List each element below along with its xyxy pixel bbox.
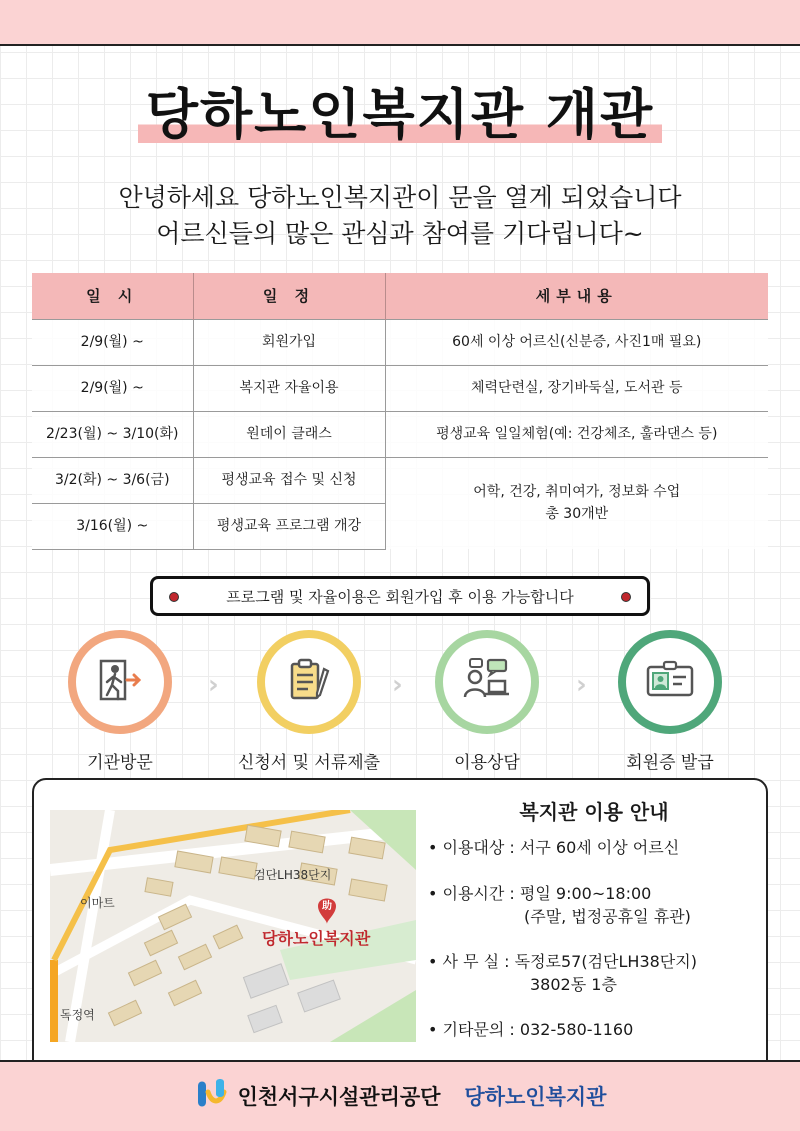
merged-detail-line-1: 어학, 건강, 취미여가, 정보화 수업: [473, 484, 681, 501]
info-target: [428, 836, 679, 859]
step-label: 기관방문: [87, 753, 153, 773]
subtitle-line-1: 안녕하세요 당하노인복지관이 문을 열게 되었습니다: [118, 183, 682, 212]
organization-logo-icon: [194, 1078, 228, 1114]
cell-detail: 체력단련실, 장기바둑실, 도서관 등: [385, 365, 768, 411]
info-title: 복지관 이용 안내: [519, 800, 669, 824]
subtitle: [0, 180, 800, 252]
bullet-dot-icon: [621, 592, 631, 602]
footer-center-name: 당하노인복지관: [464, 1085, 607, 1109]
step-circle: [435, 630, 539, 734]
table-row: [32, 411, 768, 457]
enter-door-icon: [95, 655, 145, 709]
info-hours: [428, 882, 691, 928]
schedule-table: [32, 273, 768, 550]
cell-detail: 60세 이상 어르신(신분증, 사진1매 필요): [385, 319, 768, 365]
table-header-row: [32, 273, 768, 319]
info-box: [32, 778, 768, 1068]
info-office-room: 3802동 1층: [530, 975, 617, 994]
map-pin-glyph: 助: [322, 901, 332, 912]
chevron-right-icon: ›: [576, 670, 587, 700]
info-contact: [428, 1018, 633, 1041]
cell-item: 평생교육 프로그램 개강: [193, 503, 385, 549]
subtitle-line-2: 어르신들의 많은 관심과 참여를 기다립니다~: [156, 219, 644, 248]
cell-date: 3/16(월) ~: [32, 503, 193, 549]
step-label: 회원증 발급: [626, 753, 714, 773]
cell-item: 원데이 클래스: [193, 411, 385, 457]
header-date: 일 시: [32, 273, 193, 319]
cell-item: 회원가입: [193, 319, 385, 365]
header-schedule: 일 정: [193, 273, 385, 319]
location-map: [50, 810, 416, 1042]
cell-item: 평생교육 접수 및 신청: [193, 457, 385, 503]
info-office-text: • 사 무 실 : 독정로57(검단LH38단지): [428, 952, 697, 971]
bullet-dot-icon: [169, 592, 179, 602]
step-circle: [257, 630, 361, 734]
clipboard-pen-icon: [284, 655, 334, 709]
cell-detail-merged: [385, 457, 768, 549]
map-label-mart: 이마트: [80, 896, 115, 910]
chevron-right-icon: ›: [392, 670, 403, 700]
merged-detail-line-2: 총 30개반: [545, 506, 609, 523]
step-label: 신청서 및 서류제출: [237, 753, 381, 773]
step-circle: [618, 630, 722, 734]
info-hours-note: (주말, 법정공휴일 휴관): [524, 907, 691, 926]
footer-organization: 인천서구시설관리공단: [237, 1085, 441, 1109]
notice-banner: [150, 576, 650, 616]
table-row: [32, 319, 768, 365]
step-visit: [40, 630, 200, 773]
title-wrap: [0, 72, 800, 149]
info-target-text: • 이용대상 : 서구 60세 이상 어르신: [428, 838, 680, 857]
table-row: [32, 457, 768, 503]
step-submit: [229, 630, 389, 773]
map-label-place: 당하노인복지관: [262, 929, 371, 948]
info-office: [428, 950, 697, 996]
map-label-station: 독정역: [60, 1008, 95, 1022]
top-band: [0, 0, 800, 46]
page-title: 당하노인복지관 개관: [138, 72, 662, 149]
step-circle: [68, 630, 172, 734]
cell-detail: 평생교육 일일체험(예: 건강체조, 훌라댄스 등): [385, 411, 768, 457]
footer: [0, 1074, 800, 1118]
info-hours-text: • 이용시간 : 평일 9:00~18:00: [428, 884, 652, 903]
consultation-icon: [461, 655, 513, 709]
table-row: [32, 365, 768, 411]
cell-date: 3/2(화) ~ 3/6(금): [32, 457, 193, 503]
step-consult: [407, 630, 567, 773]
header-detail: 세부내용: [385, 273, 768, 319]
step-card: [590, 630, 750, 773]
cell-date: 2/23(월) ~ 3/10(화): [32, 411, 193, 457]
member-card-icon: [644, 655, 696, 709]
chevron-right-icon: ›: [208, 670, 219, 700]
cell-date: 2/9(월) ~: [32, 365, 193, 411]
process-steps: [0, 630, 800, 773]
info-contact-text: • 기타문의 : 032-580-1160: [428, 1020, 634, 1039]
cell-item: 복지관 자율이용: [193, 365, 385, 411]
step-label: 이용상담: [454, 753, 520, 773]
map-label-apartment: 검단LH38단지: [254, 868, 332, 882]
cell-date: 2/9(월) ~: [32, 319, 193, 365]
notice-text: 프로그램 및 자율이용은 회원가입 후 이용 가능합니다: [226, 587, 574, 606]
